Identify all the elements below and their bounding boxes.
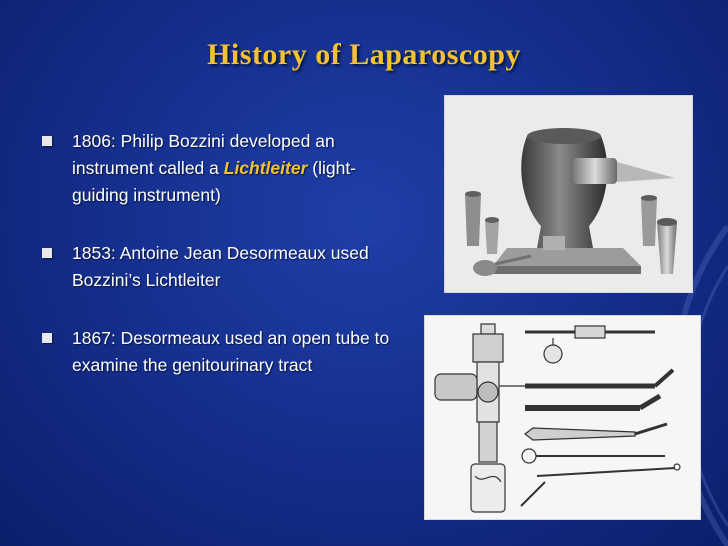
- square-bullet-icon: [42, 248, 52, 258]
- endoscope-illustration: [425, 316, 700, 519]
- bullet-item: [40, 128, 400, 209]
- bullet-item: [40, 325, 400, 379]
- square-bullet-icon: [42, 136, 52, 146]
- square-bullet-icon: [42, 333, 52, 343]
- bullet-item: [40, 240, 400, 294]
- slide-title: History of Laparoscopy: [207, 38, 521, 71]
- lichtleiter-illustration: [445, 96, 692, 292]
- bullet-highlight: Lichtleiter: [223, 158, 308, 178]
- bullet-text: 1853: Antoine Jean Desormeaux used Bozzini’s Lichtleiter: [72, 243, 369, 290]
- lichtleiter-photo: [444, 95, 693, 293]
- bullet-text: 1806: Philip Bozzini developed an instrument called a: [72, 131, 335, 178]
- endoscope-photo: [424, 315, 701, 520]
- bullet-text: 1867: Desormeaux used an open tube to examine the genitourinary tract: [72, 328, 390, 375]
- bullet-text-after: (light-guiding instrument): [72, 158, 357, 205]
- bullet-list: [40, 128, 400, 379]
